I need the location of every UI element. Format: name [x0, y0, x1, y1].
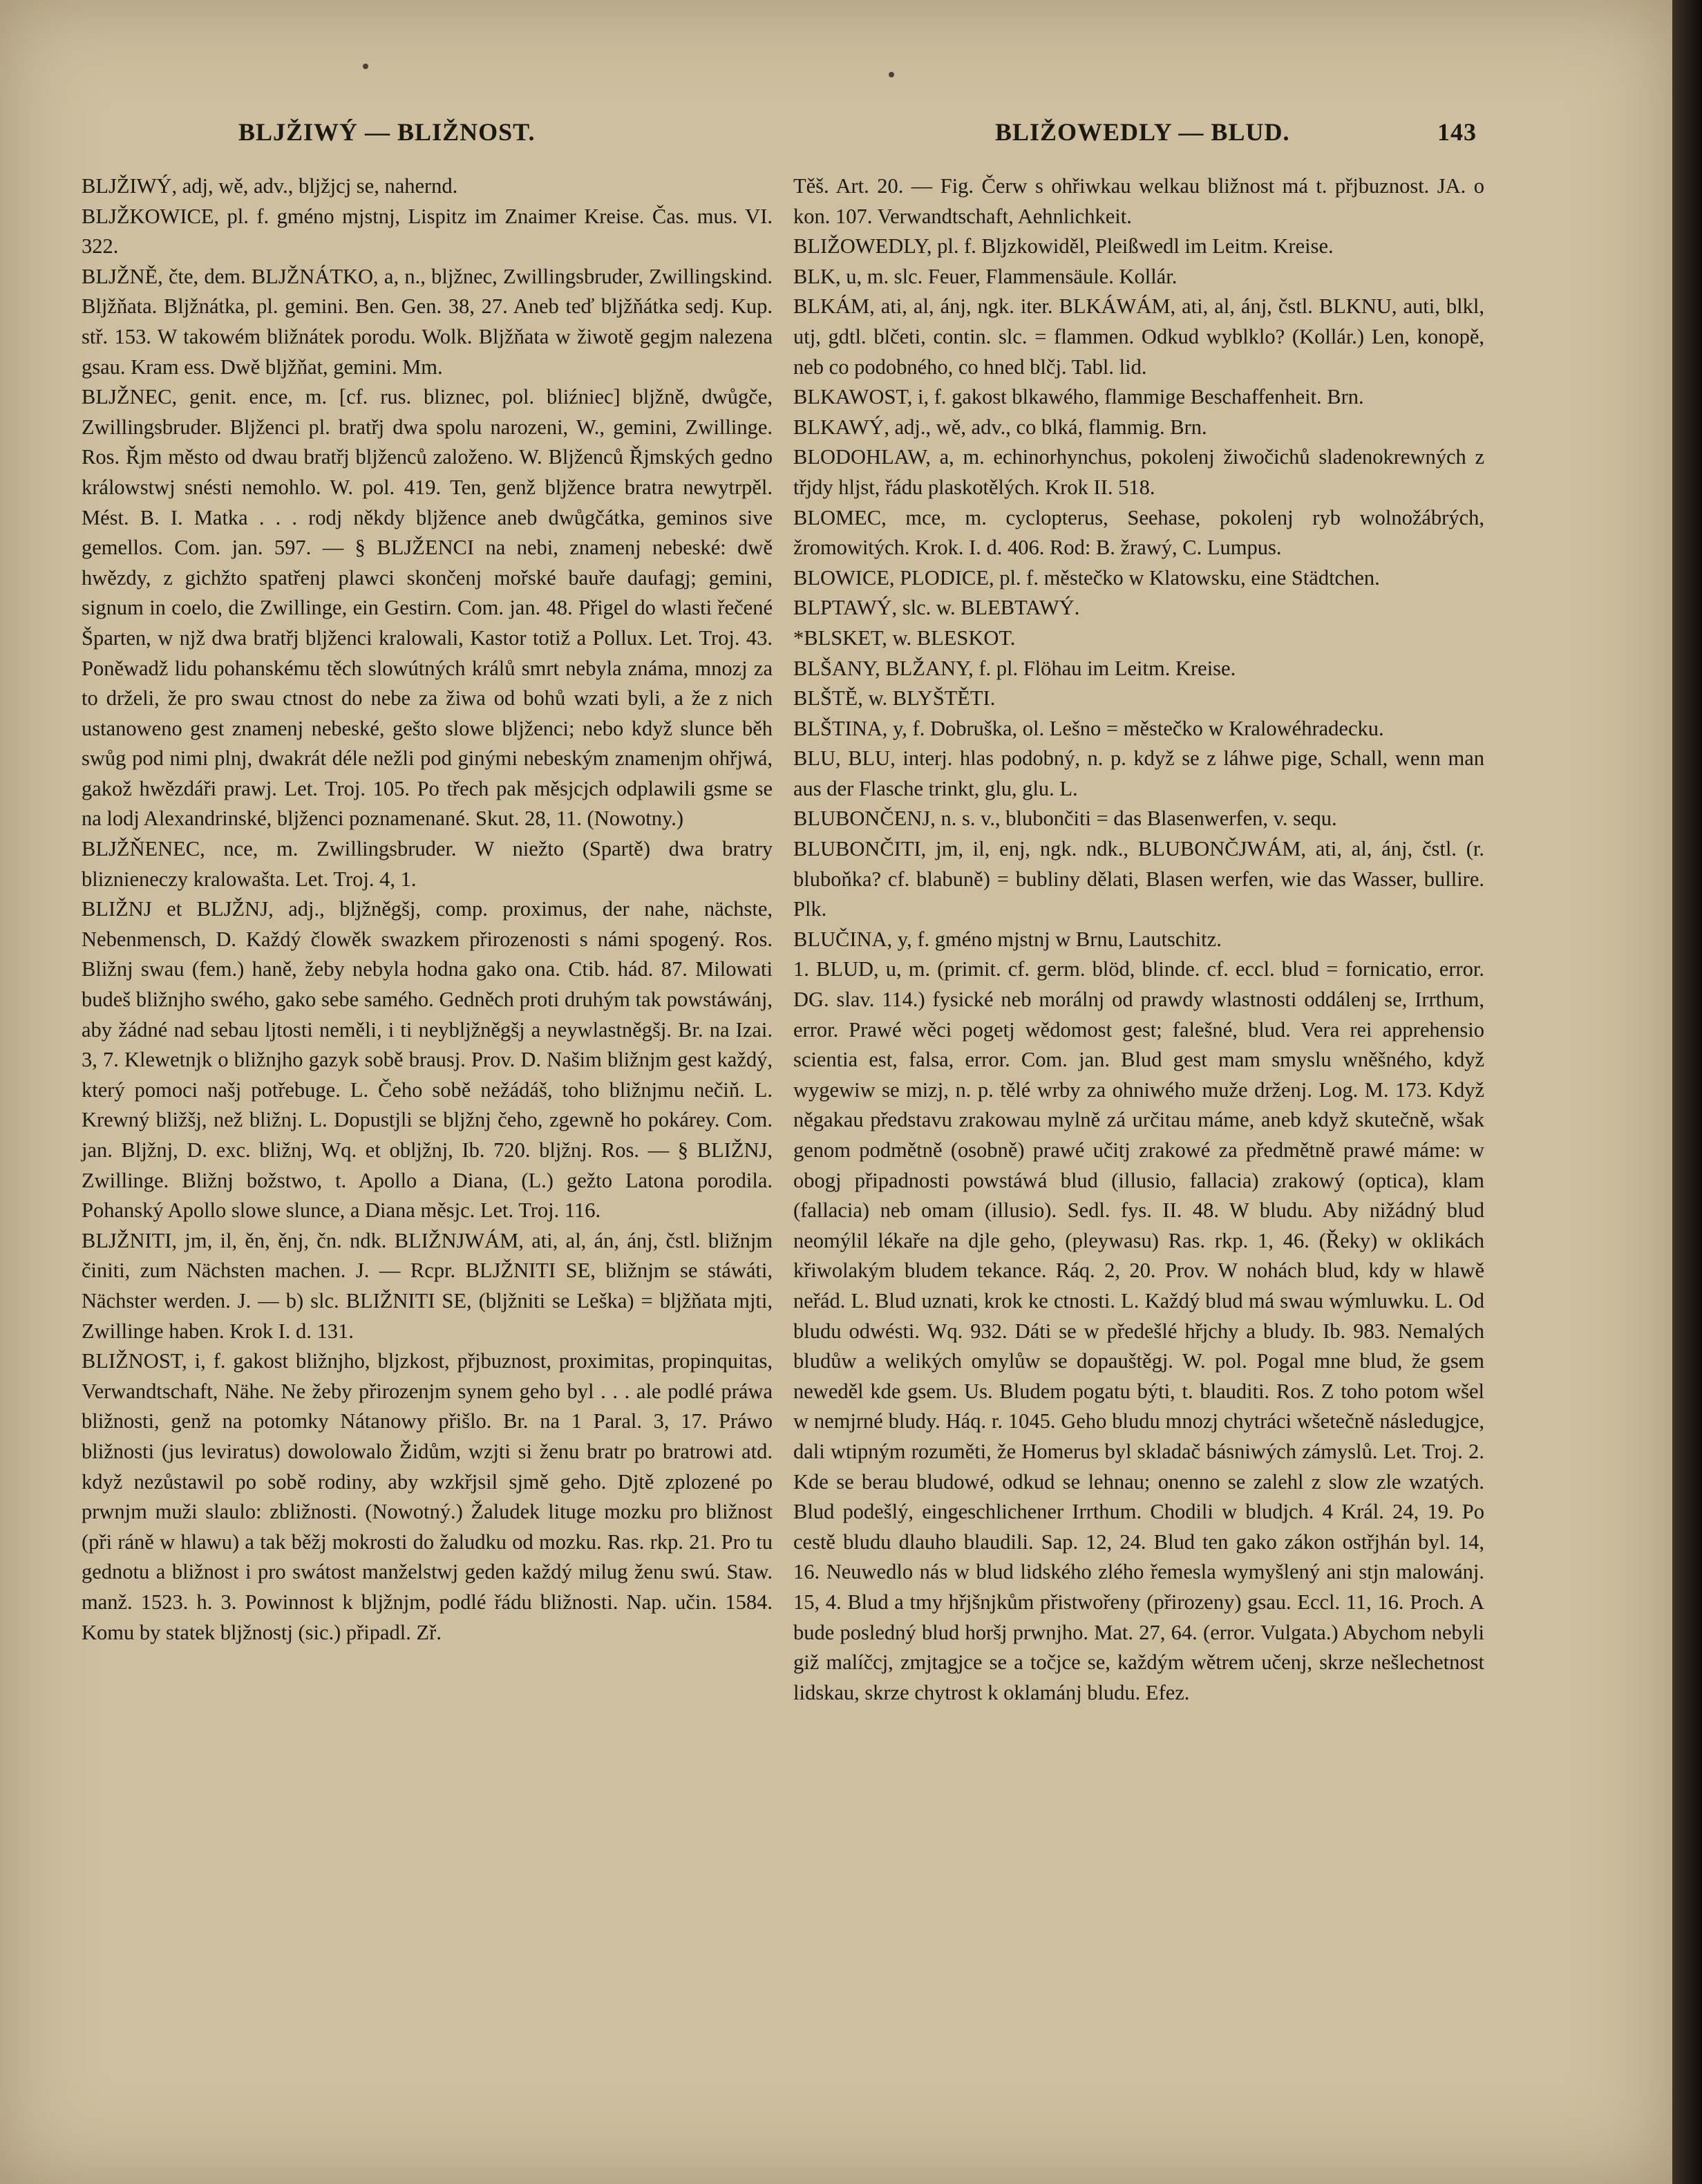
dictionary-entry: BLUBONČENJ, n. s. v., blubončiti = das Blasenwerfen, v. sequ.	[793, 807, 1337, 831]
dictionary-entry: 1. BLUD, u, m. (primit. cf. germ. blöd, blinde. cf. eccl. blud = fornicatio, error. DG. slav. 114.) fysické neb morálnj od prawdy wlastnosti oddálenj se, Irrthum, error. Prawé wěci pogetj wědomost gest; falešné, blud. Vera rei apprehensio scientia est, falsa, error. Com. jan. Blud gest mam smyslu wněšného, když wygewiw se mizj, n. p. tělé wrby za ohniwého muže drženj. Log. M. 173. Když něgakau představu zrakowau mylně zá určitau máme, aneb když skutečně, wšak genom podmětně (osobně) prawé učitj zrakowé za předmětně prawé máme: w obogj připadnosti powstáwá blud (illusio, fallacia) zrakowý (optica), klam (fallacia) neb omam (illusio). Sedl. fys. II. 48. W bludu. Aby nižádný blud neomýlil lékaře na djle geho, (pleywasu) Ras. rkp. 1, 46. (Řeky) w oklikách křiwolakým bludem tekance. Ráq. 2, 20. Prov. W nohách blud, kdy w hlawě neřád. L. Blud uznati, krok ke ctnosti. L. Každý blud má swau wýmluwku. L. Od bludu odwésti. Wq. 932. Dáti se w předešlé hřjchy a bludy. Ib. 983. Nemalých bludůw a welikých omylůw se dopauštěgj. W. pol. Pogal mne blud, že gsem neweděl kde gsem. Us. Bludem pogatu býti, t. blauditi. Ros. Z toho potom wšel w nemjrné bludy. Háq. r. 1045. Geho bludu mnozj chytráci wšetečně následugjce, dali wtipným rozuměti, že Homerus byl skladač básniwých zámyslů. Let. Troj. 2. Kde se berau bludowé, odkud se lehnau; onenno se zalehl z slow zle wzatých. Blud podešlý, eingeschlichener Irrthum. Chodili w bludjch. 4 Král. 24, 19. Po cestě bludu dlauho blaudili. Sap. 12, 24. Blud ten gako zákon ostřjhán byl. 14, 16. Neuwedlo nás w blud lidského zlého řemesla wymyšlený ani stjn malowánj. 15, 4. Blud a tmy hřjšnjkům přistwořeny (přirozeny) gsau. Eccl. 11, 16. Proch. A bude posledný blud horšj prwnjho. Mat. 27, 64. (error. Vulgata.) Abychom nebyli giž malíčcj, zmjtagjce se a točjce se, každým wětrem učenj, skrze nešlechetnost lidskau, skrze chytrost k oklamánj bludu. Efez.	[793, 957, 1484, 1704]
dictionary-entry: BLJŽNITI, jm, il, ěn, ěnj, čn. ndk. BLIŽNJWÁM, ati, al, án, ánj, čstl. bližnjm činiti, zum Nächsten machen. J. — Rcpr. BLJŽNITI SE, bližnjm se stáwáti, Nächster werden. J. — b) slc. BLIŽNITI SE, (bljžniti se Leška) = bljžňata mjti, Zwillinge haben. Krok I. d. 131.	[82, 1228, 773, 1343]
left-column	[82, 171, 773, 1648]
dictionary-entry: BLPTAWÝ, slc. w. BLEBTAWÝ.	[793, 596, 1080, 620]
page-speck	[363, 64, 368, 69]
book-spine-edge	[1672, 0, 1702, 2184]
dictionary-entry: BLUBONČITI, jm, il, enj, ngk. ndk., BLUBONČJWÁM, ati, al, ánj, čstl. (r. bluboňka? cf. blabuně) = bubliny dělati, Blasen werfen, wie das Wasser, bullire. Plk.	[793, 837, 1484, 921]
right-column	[793, 171, 1484, 1708]
dictionary-entry: BLIŽNOST, i, f. gakost bližnjho, bljzkost, přjbuznost, proximitas, propinquitas, Verwandtschaft, Nähe. Ne žeby přirozenjm synem geho byl . . . ale podlé práwa bližnosti, genž na potomky Nátanowy přišlo. Br. na 1 Paral. 3, 17. Práwo bližnosti (jus leviratus) dowolowalo Židům, wzjti si ženu bratr po bratrowi atd. když nezůstawil po sobě rodiny, aby wzkřjsil sjmě geho. Djtě zplozené po prwnjm muži slaulo: zbližnosti. (Nowotný.) Žaludek lituge mozku pro bližnost (při ráně w hlawu) a tak běžj mokrosti do žaludku od mozku. Ras. rkp. 21. Pro tu gednotu a bližnost i pro swátost manželstwj geden každý milug ženu swú. Staw. manž. 1523. h. 3. Powinnost k bljžnjm, podlé řádu bližnosti. Nap. učin. 1584. Komu by statek bljžnostj (sic.) připadl. Zř.	[82, 1349, 773, 1644]
dictionary-entry: BLŠTĚ, w. BLYŠTĚTI.	[793, 686, 996, 710]
dictionary-entry: BLOWICE, PLODICE, pl. f. městečko w Klatowsku, eine Städtchen.	[793, 565, 1380, 590]
dictionary-entry: BLJŽIWÝ, adj, wě, adv., bljžjcj se, nahernd.	[82, 174, 458, 198]
page-speck	[889, 72, 894, 77]
dictionary-entry: *BLSKET, w. BLESKOT.	[793, 625, 1016, 650]
dictionary-entry: BLOMEC, mce, m. cyclopterus, Seehase, pokolenj ryb wolnožábrých, žromowitých. Krok. I. d. 406. Rod: B. žrawý, C. Lumpus.	[793, 505, 1484, 560]
right-running-head: BLIŽOWEDLY — BLUD.	[995, 118, 1290, 146]
page-number: 143	[1437, 118, 1477, 146]
dictionary-entry: Těš. Art. 20. — Fig. Čerw s ohřiwkau welkau bližnost má t. přjbuznost. JA. o kon. 107. Verwandtschaft, Aehnlichkeit.	[793, 174, 1484, 228]
dictionary-entry: BLKAWOST, i, f. gakost blkawého, flammige Beschaffenheit. Brn.	[793, 385, 1364, 409]
dictionary-entry: BLIŽNJ et BLJŽNJ, adj., bljžněgšj, comp. proximus, der nahe, nächste, Nebenmensch, D. Každý člowěk swazkem přirozenosti s námi spogený. Ros. Bližnj swau (fem.) haně, žeby nebyla hodna gako ona. Ctib. hád. 87. Milowati budeš bližnjho swého, gako sebe samého. Gedněch proti druhým tak powstáwánj, aby žádné nad sebau ljtosti neměli, i ti neybljžněgšj a neywlastněgšj. Br. na Izai. 3, 7. Klewetnjk o bližnjho gazyk sobě brausj. Prov. D. Našim bližnjm gest každý, který pomoci našj potřebuge. L. Čeho sobě nežádáš, toho bližnjmu nečiň. L. Krewný bližšj, než bližnj. L. Dopustjli se bljžnj čeho, zgewně ho pokárey. Com. jan. Bljžnj, D. exc. bližnj, Wq. et obljžnj, Ib. 720. bljžnj. Ros. — § BLIŽNJ, Zwillinge. Bližnj božstwo, t. Apollo a Diana, (L.) gežto Latona porodila. Pohanský Apollo slowe slunce, a Diana měsjc. Let. Troj. 116.	[82, 897, 773, 1223]
dictionary-entry: BLŠTINA, y, f. Dobruška, ol. Lešno = městečko w Kralowéhradecku.	[793, 716, 1384, 740]
dictionary-entry: BLUČINA, y, f. gméno mjstnj w Brnu, Lautschitz.	[793, 927, 1222, 951]
dictionary-entry: BLŠANY, BLŽANY, f. pl. Flöhau im Leitm. Kreise.	[793, 656, 1236, 680]
dictionary-entry: BLK, u, m. slc. Feuer, Flammensäule. Kollár.	[793, 264, 1178, 288]
dictionary-entry: BLJŽNĚ, čte, dem. BLJŽNÁTKO, a, n., bljžnec, Zwillingsbruder, Zwillingskind. Bljžňata. Bljžnátka, pl. gemini. Ben. Gen. 38, 27. Aneb teď bljžňátka sedj. Kup. stř. 153. W takowém bližnátek porodu. Wolk. Bljžňata w žiwotě gegjm nalezena gsau. Kram ess. Dwě bljžňat, gemini. Mm.	[82, 264, 773, 379]
dictionary-entry: BLJŽKOWICE, pl. f. gméno mjstnj, Lispitz im Znaimer Kreise. Čas. mus. VI. 322.	[82, 204, 773, 258]
dictionary-entry: BLIŽOWEDLY, pl. f. Bljzkowiděl, Pleißwedl im Leitm. Kreise.	[793, 234, 1334, 258]
dictionary-entry: BLODOHLAW, a, m. echinorhynchus, pokolenj žiwočichů sladenokrewných z třjdy hljst, řádu plaskotělých. Krok II. 518.	[793, 445, 1484, 499]
left-running-head: BLJŽIWÝ — BLIŽNOST.	[238, 118, 536, 146]
dictionary-entry: BLKAWÝ, adj., wě, adv., co blká, flammig. Brn.	[793, 415, 1207, 439]
dictionary-entry: BLU, BLU, interj. hlas podobný, n. p. když se z láhwe pige, Schall, wenn man aus der Flasche trinkt, glu, glu. L.	[793, 746, 1484, 800]
dictionary-entry: BLJŽNEC, genit. ence, m. [cf. rus. bliznec, pol. bliźniec] bljžně, dwůgče, Zwillingsbruder. Bljženci pl. bratřj dwa spolu narozeni, W., gemini, Zwillinge. Ros. Řjm město od dwau bratřj bljženců založeno. W. Bljženců Řjmských gedno králowstwj snésti nemohlo. W. pol. 419. Ten, genž bljžence bratra newytrpěl. Mést. B. I. Matka . . . rodj někdy bljžence aneb dwůgčátka, geminos sive gemellos. Com. jan. 597. — § BLJŽENCI na nebi, znamenj nebeské: dwě hwězdy, z gichžto spatřenj plawci skončenj mořské bauře daufagj; gemini, signum in coelo, die Zwillinge, ein Gestirn. Com. jan. 48. Přigel do wlasti řečené Šparten, w njž dwa bratřj bljženci kralowali, Kastor totiž a Pollux. Let. Troj. 43. Poněwadž lidu pohanskému těch slowútných králů smrt nebyla známa, mnozj za to drželi, že pro swau ctnost do nebe za žiwa od bohů wzati byli, a že z nich ustanoweno gest znamenj nebeské, gešto slowe bljženci; nebo když slunce běh swůg pod nimi plnj, dwakrát déle nežli pod ginými nebeským znamenjm ohřjwá, gakož hwězdáři prawj. Let. Troj. 105. Po třech pak měsjcjch odplawili gsme se na lodj Alexandrinské, bljženci poznamenané. Skut. 28, 11. (Nowotny.)	[82, 385, 773, 831]
dictionary-entry: BLJŽŇENEC, nce, m. Zwillingsbruder. W niežto (Spartě) dwa bratry bliznieneczy kralowašta. Let. Troj. 4, 1.	[82, 837, 773, 891]
dictionary-entry: BLKÁM, ati, al, ánj, ngk. iter. BLKÁWÁM, ati, al, ánj, čstl. BLKNU, auti, blkl, utj, gdtl. blčeti, contin. slc. = flammen. Odkud wyblklo? (Kollár.) Len, konopě, neb co podobného, co hned blčj. Tabl. lid.	[793, 294, 1484, 379]
